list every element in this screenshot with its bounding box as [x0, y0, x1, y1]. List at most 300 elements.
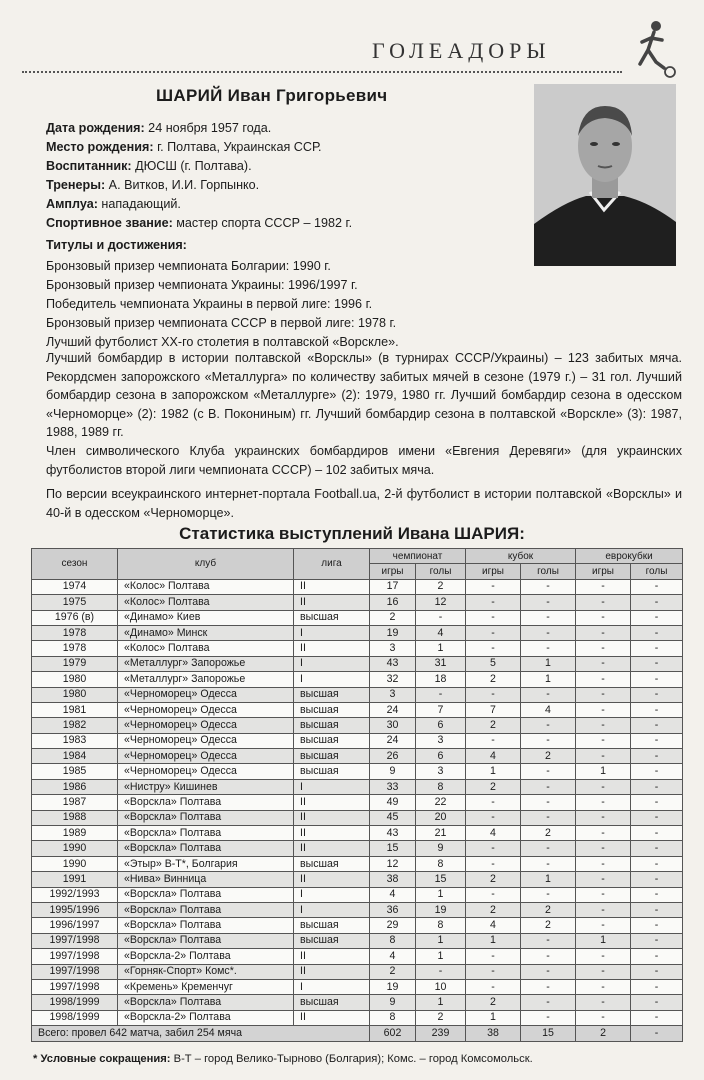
- bio-value: ДЮСШ (г. Полтава).: [131, 159, 252, 173]
- col-season: сезон: [32, 549, 118, 580]
- cell-euro-games: 1: [576, 764, 631, 779]
- cell-cup-games: 2: [466, 718, 521, 733]
- player-portrait-image: [534, 84, 676, 266]
- bio-value: 24 ноября 1957 года.: [144, 121, 272, 135]
- cell-champ-goals: 12: [416, 595, 466, 610]
- cell-champ-games: 8: [370, 1010, 416, 1025]
- cell-euro-games: -: [576, 687, 631, 702]
- cell-euro-games: -: [576, 779, 631, 794]
- cell-cup-games: 2: [466, 995, 521, 1010]
- cell-league: II: [294, 595, 370, 610]
- table-row: [32, 964, 683, 979]
- cell-champ-games: 16: [370, 595, 416, 610]
- table-row: [32, 902, 683, 917]
- cell-season: 1986: [32, 779, 118, 794]
- col-goals: голы: [416, 564, 466, 579]
- cell-champ-goals: 3: [416, 764, 466, 779]
- total-label: Всего: провел 642 матча, забил 254 мяча: [32, 1026, 370, 1041]
- total-value: 38: [466, 1026, 521, 1041]
- cell-club: «Ворскла» Полтава: [118, 887, 294, 902]
- cell-champ-games: 19: [370, 979, 416, 994]
- bio-line: [46, 214, 516, 233]
- cell-champ-goals: 21: [416, 826, 466, 841]
- player-name: ШАРИЙ Иван Григорьевич: [156, 86, 388, 105]
- cell-league: II: [294, 841, 370, 856]
- cell-cup-games: 7: [466, 702, 521, 717]
- cell-club: «Кремень» Кременчуг: [118, 979, 294, 994]
- cell-champ-goals: 15: [416, 872, 466, 887]
- table-row: [32, 887, 683, 902]
- cell-champ-goals: -: [416, 610, 466, 625]
- cell-cup-games: -: [466, 625, 521, 640]
- table-row: [32, 949, 683, 964]
- title-item: Бронзовый призер чемпионата СССР в первой лиге: 1978 г.: [46, 316, 397, 330]
- paragraph-club: Член символического Клуба украинских бомбардиров имени «Евгения Деревяги» (для украинских футболистов второй лиги чемпионата СССР) – 102 забитых мяча.: [46, 444, 682, 477]
- cell-cup-games: -: [466, 949, 521, 964]
- col-goals: голы: [631, 564, 683, 579]
- cell-club: «Черноморец» Одесса: [118, 764, 294, 779]
- cell-euro-games: -: [576, 979, 631, 994]
- cell-club: «Нистру» Кишинев: [118, 779, 294, 794]
- cell-cup-goals: 1: [521, 672, 576, 687]
- cell-euro-goals: -: [631, 610, 683, 625]
- cell-cup-games: 1: [466, 1010, 521, 1025]
- cell-euro-games: -: [576, 656, 631, 671]
- cell-season: 1982: [32, 718, 118, 733]
- cell-season: 1987: [32, 795, 118, 810]
- cell-club: «Ворскла» Полтава: [118, 810, 294, 825]
- table-row: [32, 687, 683, 702]
- col-games: игры: [370, 564, 416, 579]
- cell-club: «Черноморец» Одесса: [118, 687, 294, 702]
- cell-club: «Ворскла-2» Полтава: [118, 949, 294, 964]
- cell-cup-goals: -: [521, 718, 576, 733]
- cell-champ-goals: 6: [416, 718, 466, 733]
- cell-cup-games: 4: [466, 918, 521, 933]
- cell-season: 1983: [32, 733, 118, 748]
- cell-season: 1997/1998: [32, 964, 118, 979]
- total-value: 15: [521, 1026, 576, 1041]
- col-games: игры: [576, 564, 631, 579]
- table-row: [32, 918, 683, 933]
- cell-champ-games: 17: [370, 579, 416, 594]
- header-dotted-rule: [22, 71, 622, 73]
- cell-champ-games: 38: [370, 872, 416, 887]
- cell-club: «Черноморец» Одесса: [118, 749, 294, 764]
- cell-season: 1997/1998: [32, 933, 118, 948]
- cell-champ-games: 9: [370, 764, 416, 779]
- cell-cup-games: 2: [466, 672, 521, 687]
- footnote-text: В-Т – город Велико-Тырново (Болгария); Комс. – город Комсомольск.: [170, 1053, 533, 1065]
- cell-season: 1984: [32, 749, 118, 764]
- cell-euro-goals: -: [631, 887, 683, 902]
- cell-league: высшая: [294, 749, 370, 764]
- bio-line: [46, 119, 516, 138]
- col-eurocups: еврокубки: [576, 549, 683, 564]
- cell-cup-games: 5: [466, 656, 521, 671]
- table-row: [32, 718, 683, 733]
- cell-euro-goals: -: [631, 826, 683, 841]
- cell-euro-games: -: [576, 749, 631, 764]
- cell-league: I: [294, 902, 370, 917]
- cell-cup-games: -: [466, 887, 521, 902]
- cell-club: «Ворскла» Полтава: [118, 826, 294, 841]
- cell-cup-goals: -: [521, 841, 576, 856]
- cell-euro-goals: -: [631, 595, 683, 610]
- player-bio: [46, 119, 516, 233]
- bio-label: Воспитанник:: [46, 159, 132, 173]
- cell-cup-goals: -: [521, 610, 576, 625]
- cell-cup-goals: -: [521, 810, 576, 825]
- cell-cup-games: -: [466, 687, 521, 702]
- cell-league: II: [294, 964, 370, 979]
- cell-euro-games: -: [576, 826, 631, 841]
- cell-champ-goals: 4: [416, 625, 466, 640]
- cell-euro-goals: -: [631, 779, 683, 794]
- cell-euro-games: -: [576, 595, 631, 610]
- table-row: [32, 579, 683, 594]
- cell-club: «Металлург» Запорожье: [118, 672, 294, 687]
- cell-euro-games: -: [576, 702, 631, 717]
- cell-euro-goals: -: [631, 656, 683, 671]
- cell-champ-games: 24: [370, 733, 416, 748]
- cell-euro-games: -: [576, 872, 631, 887]
- cell-cup-games: -: [466, 979, 521, 994]
- cell-club: «Колос» Полтава: [118, 579, 294, 594]
- cell-cup-games: 1: [466, 933, 521, 948]
- bio-line: [46, 195, 516, 214]
- cell-euro-games: -: [576, 841, 631, 856]
- cell-champ-games: 29: [370, 918, 416, 933]
- cell-euro-games: -: [576, 810, 631, 825]
- cell-cup-goals: -: [521, 995, 576, 1010]
- cell-league: II: [294, 810, 370, 825]
- cell-season: 1975: [32, 595, 118, 610]
- cell-champ-games: 36: [370, 902, 416, 917]
- cell-cup-goals: -: [521, 887, 576, 902]
- cell-cup-goals: -: [521, 795, 576, 810]
- total-value: 2: [576, 1026, 631, 1041]
- cell-champ-games: 12: [370, 856, 416, 871]
- cell-champ-goals: 8: [416, 779, 466, 794]
- cell-cup-games: -: [466, 810, 521, 825]
- cell-euro-goals: -: [631, 733, 683, 748]
- cell-champ-goals: 2: [416, 1010, 466, 1025]
- section-title: ГОЛЕАДОРЫ: [372, 38, 551, 63]
- cell-champ-goals: 2: [416, 579, 466, 594]
- cell-season: 1998/1999: [32, 995, 118, 1010]
- bio-value: нападающий.: [97, 197, 181, 211]
- cell-club: «Колос» Полтава: [118, 595, 294, 610]
- cell-champ-games: 24: [370, 702, 416, 717]
- cell-league: I: [294, 656, 370, 671]
- cell-club: «Металлург» Запорожье: [118, 656, 294, 671]
- cell-champ-goals: 18: [416, 672, 466, 687]
- cell-cup-games: 2: [466, 872, 521, 887]
- paragraph-football-ua: По версии всеукраинского интернет-портала Football.ua, 2-й футболист в истории полтавской «Ворсклы» и 40-й в одесском «Черноморце».: [46, 487, 682, 520]
- cell-cup-games: 4: [466, 826, 521, 841]
- cell-league: II: [294, 826, 370, 841]
- cell-season: 1995/1996: [32, 902, 118, 917]
- bio-value: г. Полтава, Украинская ССР.: [153, 140, 322, 154]
- cell-league: высшая: [294, 610, 370, 625]
- cell-champ-games: 26: [370, 749, 416, 764]
- cell-club: «Черноморец» Одесса: [118, 718, 294, 733]
- cell-club: «Ворскла» Полтава: [118, 841, 294, 856]
- cell-cup-goals: -: [521, 625, 576, 640]
- cell-club: «Ворскла» Полтава: [118, 918, 294, 933]
- cell-champ-goals: -: [416, 964, 466, 979]
- titles-list: [46, 257, 516, 352]
- total-row: [32, 1026, 683, 1041]
- cell-champ-games: 43: [370, 656, 416, 671]
- table-row: [32, 595, 683, 610]
- cell-euro-goals: -: [631, 672, 683, 687]
- cell-champ-games: 4: [370, 949, 416, 964]
- cell-league: II: [294, 579, 370, 594]
- total-value: 239: [416, 1026, 466, 1041]
- cell-champ-goals: 1: [416, 933, 466, 948]
- cell-league: I: [294, 887, 370, 902]
- cell-euro-goals: -: [631, 702, 683, 717]
- cell-club: «Черноморец» Одесса: [118, 702, 294, 717]
- cell-cup-games: -: [466, 733, 521, 748]
- bio-line: [46, 138, 516, 157]
- col-cup: кубок: [466, 549, 576, 564]
- cell-euro-goals: -: [631, 918, 683, 933]
- cell-league: II: [294, 1010, 370, 1025]
- cell-champ-goals: 9: [416, 841, 466, 856]
- titles-heading: Титулы и достижения:: [46, 238, 187, 252]
- cell-club: «Ворскла» Полтава: [118, 995, 294, 1010]
- cell-league: высшая: [294, 702, 370, 717]
- cell-champ-goals: 8: [416, 918, 466, 933]
- cell-euro-goals: -: [631, 810, 683, 825]
- cell-club: «Горняк-Спорт» Комс*.: [118, 964, 294, 979]
- stats-title: Статистика выступлений Ивана ШАРИЯ:: [179, 524, 525, 543]
- cell-euro-goals: -: [631, 995, 683, 1010]
- cell-season: 1985: [32, 764, 118, 779]
- cell-cup-games: -: [466, 964, 521, 979]
- cell-season: 1992/1993: [32, 887, 118, 902]
- table-row: [32, 826, 683, 841]
- cell-euro-goals: -: [631, 1010, 683, 1025]
- cell-league: II: [294, 949, 370, 964]
- cell-league: I: [294, 979, 370, 994]
- cell-cup-goals: 1: [521, 872, 576, 887]
- cell-cup-goals: -: [521, 687, 576, 702]
- cell-euro-games: -: [576, 641, 631, 656]
- cell-euro-games: -: [576, 949, 631, 964]
- cell-league: I: [294, 672, 370, 687]
- col-goals: голы: [521, 564, 576, 579]
- cell-league: высшая: [294, 933, 370, 948]
- cell-cup-goals: 2: [521, 918, 576, 933]
- cell-cup-goals: 1: [521, 656, 576, 671]
- table-row: [32, 749, 683, 764]
- cell-cup-goals: 2: [521, 749, 576, 764]
- bio-value: А. Витков, И.И. Горпынко.: [105, 178, 260, 192]
- cell-champ-goals: 3: [416, 733, 466, 748]
- cell-club: «Ворскла-2» Полтава: [118, 1010, 294, 1025]
- cell-club: «Ворскла» Полтава: [118, 933, 294, 948]
- table-row: [32, 656, 683, 671]
- cell-cup-goals: -: [521, 933, 576, 948]
- cell-champ-games: 32: [370, 672, 416, 687]
- cell-cup-goals: -: [521, 779, 576, 794]
- cell-season: 1996/1997: [32, 918, 118, 933]
- footnote-label: * Условные сокращения:: [33, 1053, 171, 1065]
- cell-champ-goals: 10: [416, 979, 466, 994]
- cell-euro-games: -: [576, 672, 631, 687]
- cell-champ-goals: 7: [416, 702, 466, 717]
- cell-season: 1989: [32, 826, 118, 841]
- cell-champ-goals: 19: [416, 902, 466, 917]
- col-club: клуб: [118, 549, 294, 580]
- cell-season: 1997/1998: [32, 979, 118, 994]
- table-row: [32, 933, 683, 948]
- cell-club: «Ворскла» Полтава: [118, 902, 294, 917]
- cell-euro-goals: -: [631, 964, 683, 979]
- col-games: игры: [466, 564, 521, 579]
- cell-euro-games: -: [576, 733, 631, 748]
- total-value: -: [631, 1026, 683, 1041]
- cell-champ-games: 2: [370, 964, 416, 979]
- cell-cup-games: -: [466, 595, 521, 610]
- table-row: [32, 779, 683, 794]
- cell-euro-goals: -: [631, 625, 683, 640]
- cell-champ-games: 3: [370, 641, 416, 656]
- cell-euro-goals: -: [631, 841, 683, 856]
- cell-champ-goals: 6: [416, 749, 466, 764]
- cell-cup-goals: -: [521, 964, 576, 979]
- cell-cup-games: -: [466, 841, 521, 856]
- cell-euro-goals: -: [631, 902, 683, 917]
- cell-season: 1978: [32, 641, 118, 656]
- cell-euro-goals: -: [631, 687, 683, 702]
- cell-cup-games: 4: [466, 749, 521, 764]
- cell-season: 1990: [32, 856, 118, 871]
- bio-value: мастер спорта СССР – 1982 г.: [172, 216, 353, 230]
- cell-euro-games: -: [576, 718, 631, 733]
- cell-champ-games: 49: [370, 795, 416, 810]
- bio-label: Место рождения:: [46, 140, 154, 154]
- cell-cup-games: -: [466, 795, 521, 810]
- cell-champ-goals: 20: [416, 810, 466, 825]
- cell-league: II: [294, 641, 370, 656]
- cell-club: «Колос» Полтава: [118, 641, 294, 656]
- table-row: [32, 610, 683, 625]
- cell-season: 1988: [32, 810, 118, 825]
- cell-cup-games: 2: [466, 779, 521, 794]
- cell-champ-goals: -: [416, 687, 466, 702]
- cell-cup-games: -: [466, 641, 521, 656]
- cell-league: II: [294, 795, 370, 810]
- stats-table: [31, 548, 683, 1042]
- cell-champ-games: 2: [370, 610, 416, 625]
- table-row: [32, 872, 683, 887]
- cell-cup-goals: -: [521, 579, 576, 594]
- cell-euro-games: -: [576, 795, 631, 810]
- cell-euro-games: -: [576, 856, 631, 871]
- bio-line: [46, 157, 516, 176]
- cell-cup-goals: -: [521, 733, 576, 748]
- cell-euro-goals: -: [631, 579, 683, 594]
- cell-league: высшая: [294, 687, 370, 702]
- title-item: Бронзовый призер чемпионата Болгарии: 1990 г.: [46, 259, 331, 273]
- cell-euro-games: -: [576, 995, 631, 1010]
- cell-cup-goals: 4: [521, 702, 576, 717]
- cell-season: 1998/1999: [32, 1010, 118, 1025]
- table-row: [32, 702, 683, 717]
- cell-euro-games: -: [576, 610, 631, 625]
- cell-league: I: [294, 625, 370, 640]
- cell-champ-games: 8: [370, 933, 416, 948]
- table-row: [32, 641, 683, 656]
- cell-euro-goals: -: [631, 764, 683, 779]
- cell-champ-goals: 8: [416, 856, 466, 871]
- table-row: [32, 795, 683, 810]
- cell-champ-games: 3: [370, 687, 416, 702]
- cell-euro-goals: -: [631, 949, 683, 964]
- cell-cup-games: 1: [466, 764, 521, 779]
- cell-cup-goals: -: [521, 764, 576, 779]
- cell-season: 1979: [32, 656, 118, 671]
- cell-cup-goals: -: [521, 1010, 576, 1025]
- cell-champ-goals: 1: [416, 949, 466, 964]
- cell-champ-games: 4: [370, 887, 416, 902]
- bio-label: Тренеры:: [46, 178, 106, 192]
- cell-cup-goals: 2: [521, 826, 576, 841]
- cell-champ-games: 9: [370, 995, 416, 1010]
- cell-cup-goals: -: [521, 856, 576, 871]
- stats-body: [32, 579, 683, 1041]
- bio-label: Амплуа:: [46, 197, 98, 211]
- cell-euro-goals: -: [631, 872, 683, 887]
- cell-club: «Ворскла» Полтава: [118, 795, 294, 810]
- cell-club: «Динамо» Минск: [118, 625, 294, 640]
- cell-euro-goals: -: [631, 749, 683, 764]
- table-row: [32, 995, 683, 1010]
- cell-euro-games: 1: [576, 933, 631, 948]
- col-championship: чемпионат: [370, 549, 466, 564]
- cell-season: 1974: [32, 579, 118, 594]
- cell-euro-games: -: [576, 918, 631, 933]
- cell-euro-goals: -: [631, 856, 683, 871]
- bio-label: Дата рождения:: [46, 121, 145, 135]
- cell-euro-games: -: [576, 1010, 631, 1025]
- table-row: [32, 810, 683, 825]
- cell-league: высшая: [294, 856, 370, 871]
- title-item: Бронзовый призер чемпионата Украины: 1996/1997 г.: [46, 278, 358, 292]
- cell-cup-games: 2: [466, 902, 521, 917]
- paragraph-records: Лучший бомбардир в истории полтавской «Ворсклы» (в турнирах СССР/Украины) – 123 забитых мяча. Рекордсмен запорожского «Металлурга» по количеству забитых мячей в сезоне (1979 г.) – 31 гол. Лучший бомбардир сезона в запорожском «Металлурге» (2): 1979, 1980 гг. Лучший бомбардир сезона в одесском «Черноморце» (2): 1982 (с В. Покониным) гг. Лучший бомбардир сезона в полтавской «Ворскле» (3): 1987, 1988, 1989 гг.: [46, 351, 682, 440]
- cell-champ-games: 30: [370, 718, 416, 733]
- cell-season: 1997/1998: [32, 949, 118, 964]
- table-row: [32, 625, 683, 640]
- cell-champ-goals: 1: [416, 641, 466, 656]
- cell-champ-goals: 1: [416, 887, 466, 902]
- cell-euro-goals: -: [631, 795, 683, 810]
- table-row: [32, 979, 683, 994]
- cell-season: 1980: [32, 687, 118, 702]
- cell-champ-games: 43: [370, 826, 416, 841]
- cell-season: 1981: [32, 702, 118, 717]
- cell-league: высшая: [294, 733, 370, 748]
- col-league: лига: [294, 549, 370, 580]
- cell-season: 1978: [32, 625, 118, 640]
- table-row: [32, 841, 683, 856]
